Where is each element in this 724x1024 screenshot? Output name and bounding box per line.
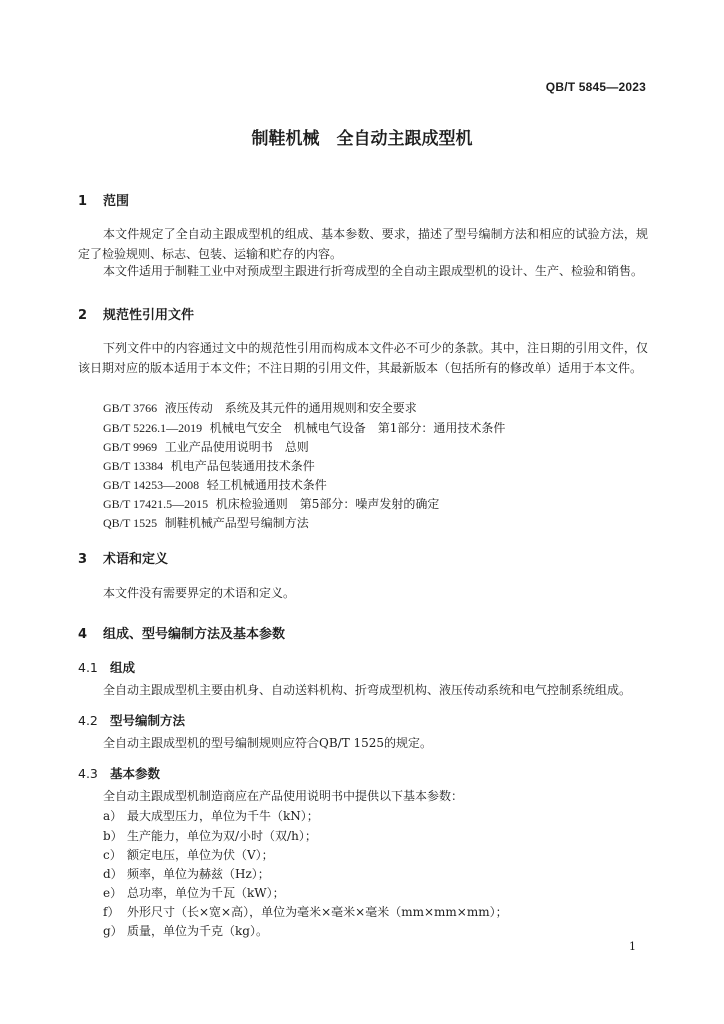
item-text: 最大成型压力，单位为千牛（kN）； bbox=[127, 809, 319, 823]
reference-item bbox=[103, 514, 309, 531]
section-title: 组成、型号编制方法及基本参数 bbox=[103, 627, 286, 642]
parameter-item bbox=[103, 903, 508, 920]
section-number: 3 bbox=[78, 552, 88, 567]
parameter-item bbox=[103, 922, 268, 939]
section-number: 4 bbox=[78, 627, 88, 642]
reference-item bbox=[103, 495, 439, 512]
subsection-number: 4.2 bbox=[78, 713, 98, 728]
reference-item bbox=[103, 476, 327, 493]
section-1-heading bbox=[78, 190, 129, 209]
subsection-4-1-heading bbox=[78, 658, 135, 676]
parameter-item bbox=[103, 884, 285, 901]
subsection-number: 4.1 bbox=[78, 660, 98, 675]
section-title: 范围 bbox=[103, 194, 130, 209]
page-number: 1 bbox=[629, 940, 636, 953]
reference-title: 机床检验通则 第5部分：噪声发射的确定 bbox=[215, 497, 440, 511]
reference-code: GB/T 5226.1—2019 bbox=[103, 421, 203, 435]
reference-title: 液压传动 系统及其元件的通用规则和安全要求 bbox=[164, 401, 417, 415]
parameter-item bbox=[103, 807, 319, 824]
item-marker: d） bbox=[103, 867, 123, 881]
parameter-item bbox=[103, 846, 274, 863]
item-text: 额定电压，单位为伏（V）； bbox=[127, 848, 274, 862]
parameter-item bbox=[103, 865, 270, 882]
subsection-title: 组成 bbox=[110, 660, 136, 675]
item-marker: c） bbox=[103, 848, 122, 862]
reference-item bbox=[103, 438, 309, 455]
item-marker: b） bbox=[103, 829, 123, 843]
reference-item bbox=[103, 457, 315, 474]
item-text: 质量，单位为千克（kg）。 bbox=[127, 924, 268, 938]
reference-title: 机电产品包装通用技术条件 bbox=[170, 459, 315, 473]
parameters-intro: 全自动主跟成型机制造商应在产品使用说明书中提供以下基本参数： bbox=[103, 789, 464, 803]
subsection-number: 4.3 bbox=[78, 766, 98, 781]
reference-item bbox=[103, 399, 417, 416]
reference-title: 机械电气安全 机械电气设备 第1部分：通用技术条件 bbox=[209, 421, 506, 435]
item-text: 频率，单位为赫兹（Hz）； bbox=[127, 867, 270, 881]
scope-paragraph-1: 本文件规定了全自动主跟成型机的组成、基本参数、要求，描述了型号编制方法和相应的试验方法，规定了检验规则、标志、包装、运输和贮存的内容。 bbox=[78, 227, 648, 261]
item-marker: f） bbox=[103, 905, 120, 919]
item-text: 生产能力，单位为双/小时（双/h）； bbox=[127, 829, 317, 843]
scope-paragraph-2: 本文件适用于制鞋工业中对预成型主跟进行折弯成型的全自动主跟成型机的设计、生产、检验和销售。 bbox=[103, 264, 644, 278]
model-paragraph: 全自动主跟成型机的型号编制规则应符合QB/T 1525的规定。 bbox=[103, 736, 433, 750]
section-3-heading bbox=[78, 548, 168, 567]
standard-code: QB/T 5845—2023 bbox=[545, 80, 646, 94]
reference-code: GB/T 14253—2008 bbox=[103, 478, 200, 492]
item-marker: g） bbox=[103, 924, 123, 938]
composition-paragraph: 全自动主跟成型机主要由机身、自动送料机构、折弯成型机构、液压传动系统和电气控制系统组成。 bbox=[103, 683, 632, 697]
item-text: 外形尺寸（长×宽×高），单位为毫米×毫米×毫米（mm×mm×mm）； bbox=[127, 905, 508, 919]
parameter-item bbox=[103, 827, 317, 844]
document-title: 制鞋机械 全自动主跟成型机 bbox=[251, 129, 473, 149]
subsection-title: 基本参数 bbox=[110, 766, 161, 781]
reference-code: GB/T 17421.5—2015 bbox=[103, 497, 209, 511]
subsection-4-3-heading bbox=[78, 764, 160, 782]
section-title: 术语和定义 bbox=[103, 552, 169, 567]
reference-title: 轻工机械通用技术条件 bbox=[206, 478, 327, 492]
normative-intro: 下列文件中的内容通过文中的规范性引用而构成本文件必不可少的条款。其中，注日期的引用文件，仅该日期对应的版本适用于本文件；不注日期的引用文件，其最新版本（包括所有的修改单）适用于本文件。 bbox=[78, 341, 648, 375]
section-number: 1 bbox=[78, 194, 88, 209]
reference-code: QB/T 1525 bbox=[103, 516, 158, 530]
section-title: 规范性引用文件 bbox=[103, 308, 195, 323]
section-4-heading bbox=[78, 623, 285, 642]
reference-title: 制鞋机械产品型号编制方法 bbox=[164, 516, 309, 530]
section-2-heading bbox=[78, 304, 194, 323]
item-marker: e） bbox=[103, 886, 123, 900]
reference-code: GB/T 3766 bbox=[103, 401, 158, 415]
subsection-title: 型号编制方法 bbox=[110, 713, 186, 728]
subsection-4-2-heading bbox=[78, 711, 185, 729]
reference-item bbox=[103, 419, 505, 436]
section-number: 2 bbox=[78, 308, 88, 323]
item-marker: a） bbox=[103, 809, 123, 823]
reference-code: GB/T 9969 bbox=[103, 440, 158, 454]
terms-paragraph: 本文件没有需要界定的术语和定义。 bbox=[103, 586, 296, 600]
reference-title: 工业产品使用说明书 总则 bbox=[164, 440, 309, 454]
item-text: 总功率，单位为千瓦（kW）； bbox=[127, 886, 285, 900]
reference-code: GB/T 13384 bbox=[103, 459, 164, 473]
